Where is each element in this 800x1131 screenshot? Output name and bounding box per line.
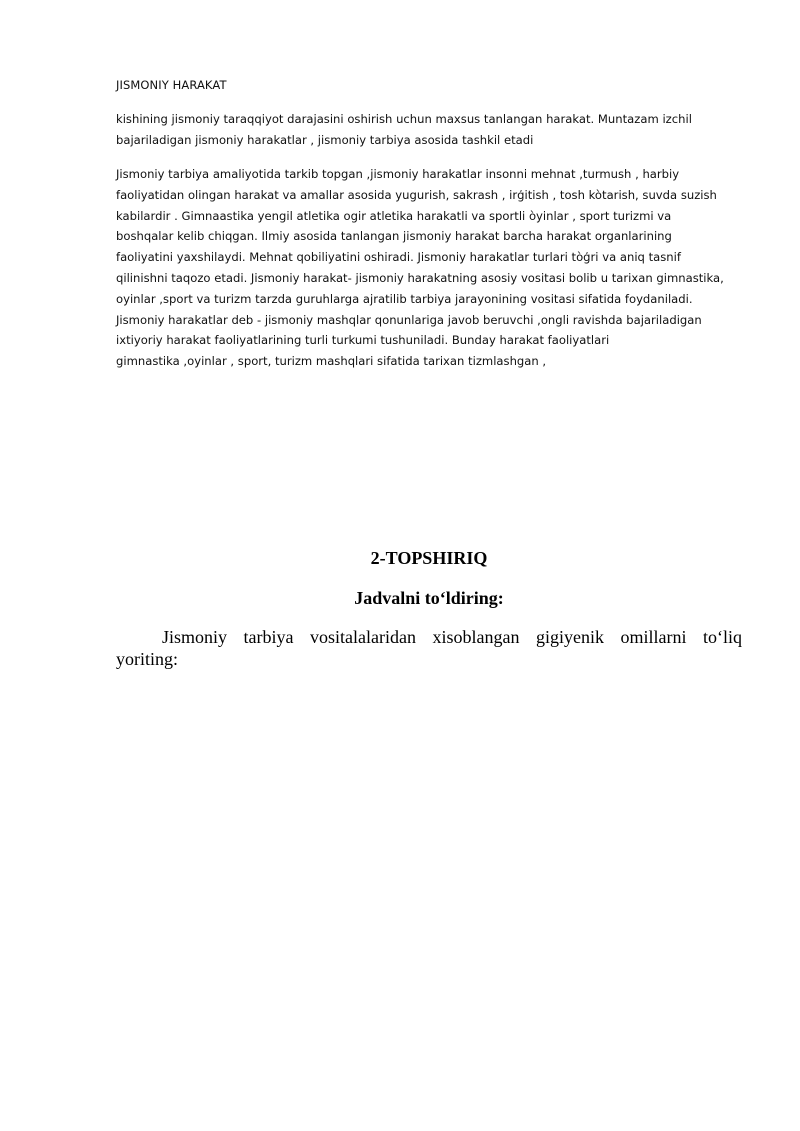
task-subtitle: Jadvalni to‘ldiring:: [354, 588, 504, 608]
task-title: 2-TOPSHIRIQ: [370, 548, 488, 568]
text-line: faoliyatidan olingan harakat va amallar asosida yugurish, sakrash , irģitish , tosh kòtarish, suvda suzish: [116, 187, 717, 202]
task-instruction: [116, 626, 742, 670]
text-line: bajariladigan jismoniy harakatlar , jismoniy tarbiya asosida tashkil etadi: [116, 132, 534, 147]
task-line: yoriting:: [116, 649, 178, 669]
text-line: Jismoniy tarbiya amaliyotida tarkib topgan ,jismoniy harakatlar insonni mehnat ,turmush , harbiy: [116, 167, 680, 181]
text-line: kabilardir . Gimnaastika yengil atletika ogir atletika harakatli va sportli òyinlar , sport turizmi va: [116, 208, 672, 223]
text-line: boshqalar kelib chiqgan. Ilmiy asosida tanlangan jismoniy harakat barcha harakat organlarining: [116, 229, 672, 244]
text-line: ixtiyoriy harakat faoliyatlarining turli turkumi tushuniladi. Bunday harakat faoliyatlari: [116, 333, 610, 348]
text-line: oyinlar ,sport va turizm tarzda guruhlarga ajratilib tarbiya jarayonining vositasi sifatida foydaniladi.: [116, 291, 693, 306]
task-line: Jismoniy tarbiya vositalalaridan xisoblangan gigiyenik omillarni to‘liq: [162, 627, 742, 647]
paragraph-definition: [116, 109, 756, 151]
text-line: gimnastika ,oyinlar , sport, turizm mashqlari sifatida tarixan tizmlashgan ,: [116, 354, 547, 369]
text-line: Jismoniy harakatlar deb - jismoniy mashqlar qonunlariga javob beruvchi ,ongli ravishda bajariladigan: [116, 312, 702, 327]
text-line: kishining jismoniy taraqqiyot darajasini oshirish uchun maxsus tanlangan harakat. Muntazam izchil: [116, 112, 692, 126]
text-line: qilinishni taqozo etadi. Jismoniy harakat- jismoniy harakatning asosiy vositasi bolib u tarixan gimnastika,: [116, 270, 724, 285]
text-line: faoliyatini yaxshilaydi. Mehnat qobiliyatini oshiradi. Jismoniy harakatlar turlari tòģri va aniq tasnif: [116, 250, 681, 265]
paragraph-description: [116, 164, 756, 372]
section-heading: JISMONIY HARAKAT: [116, 78, 227, 92]
